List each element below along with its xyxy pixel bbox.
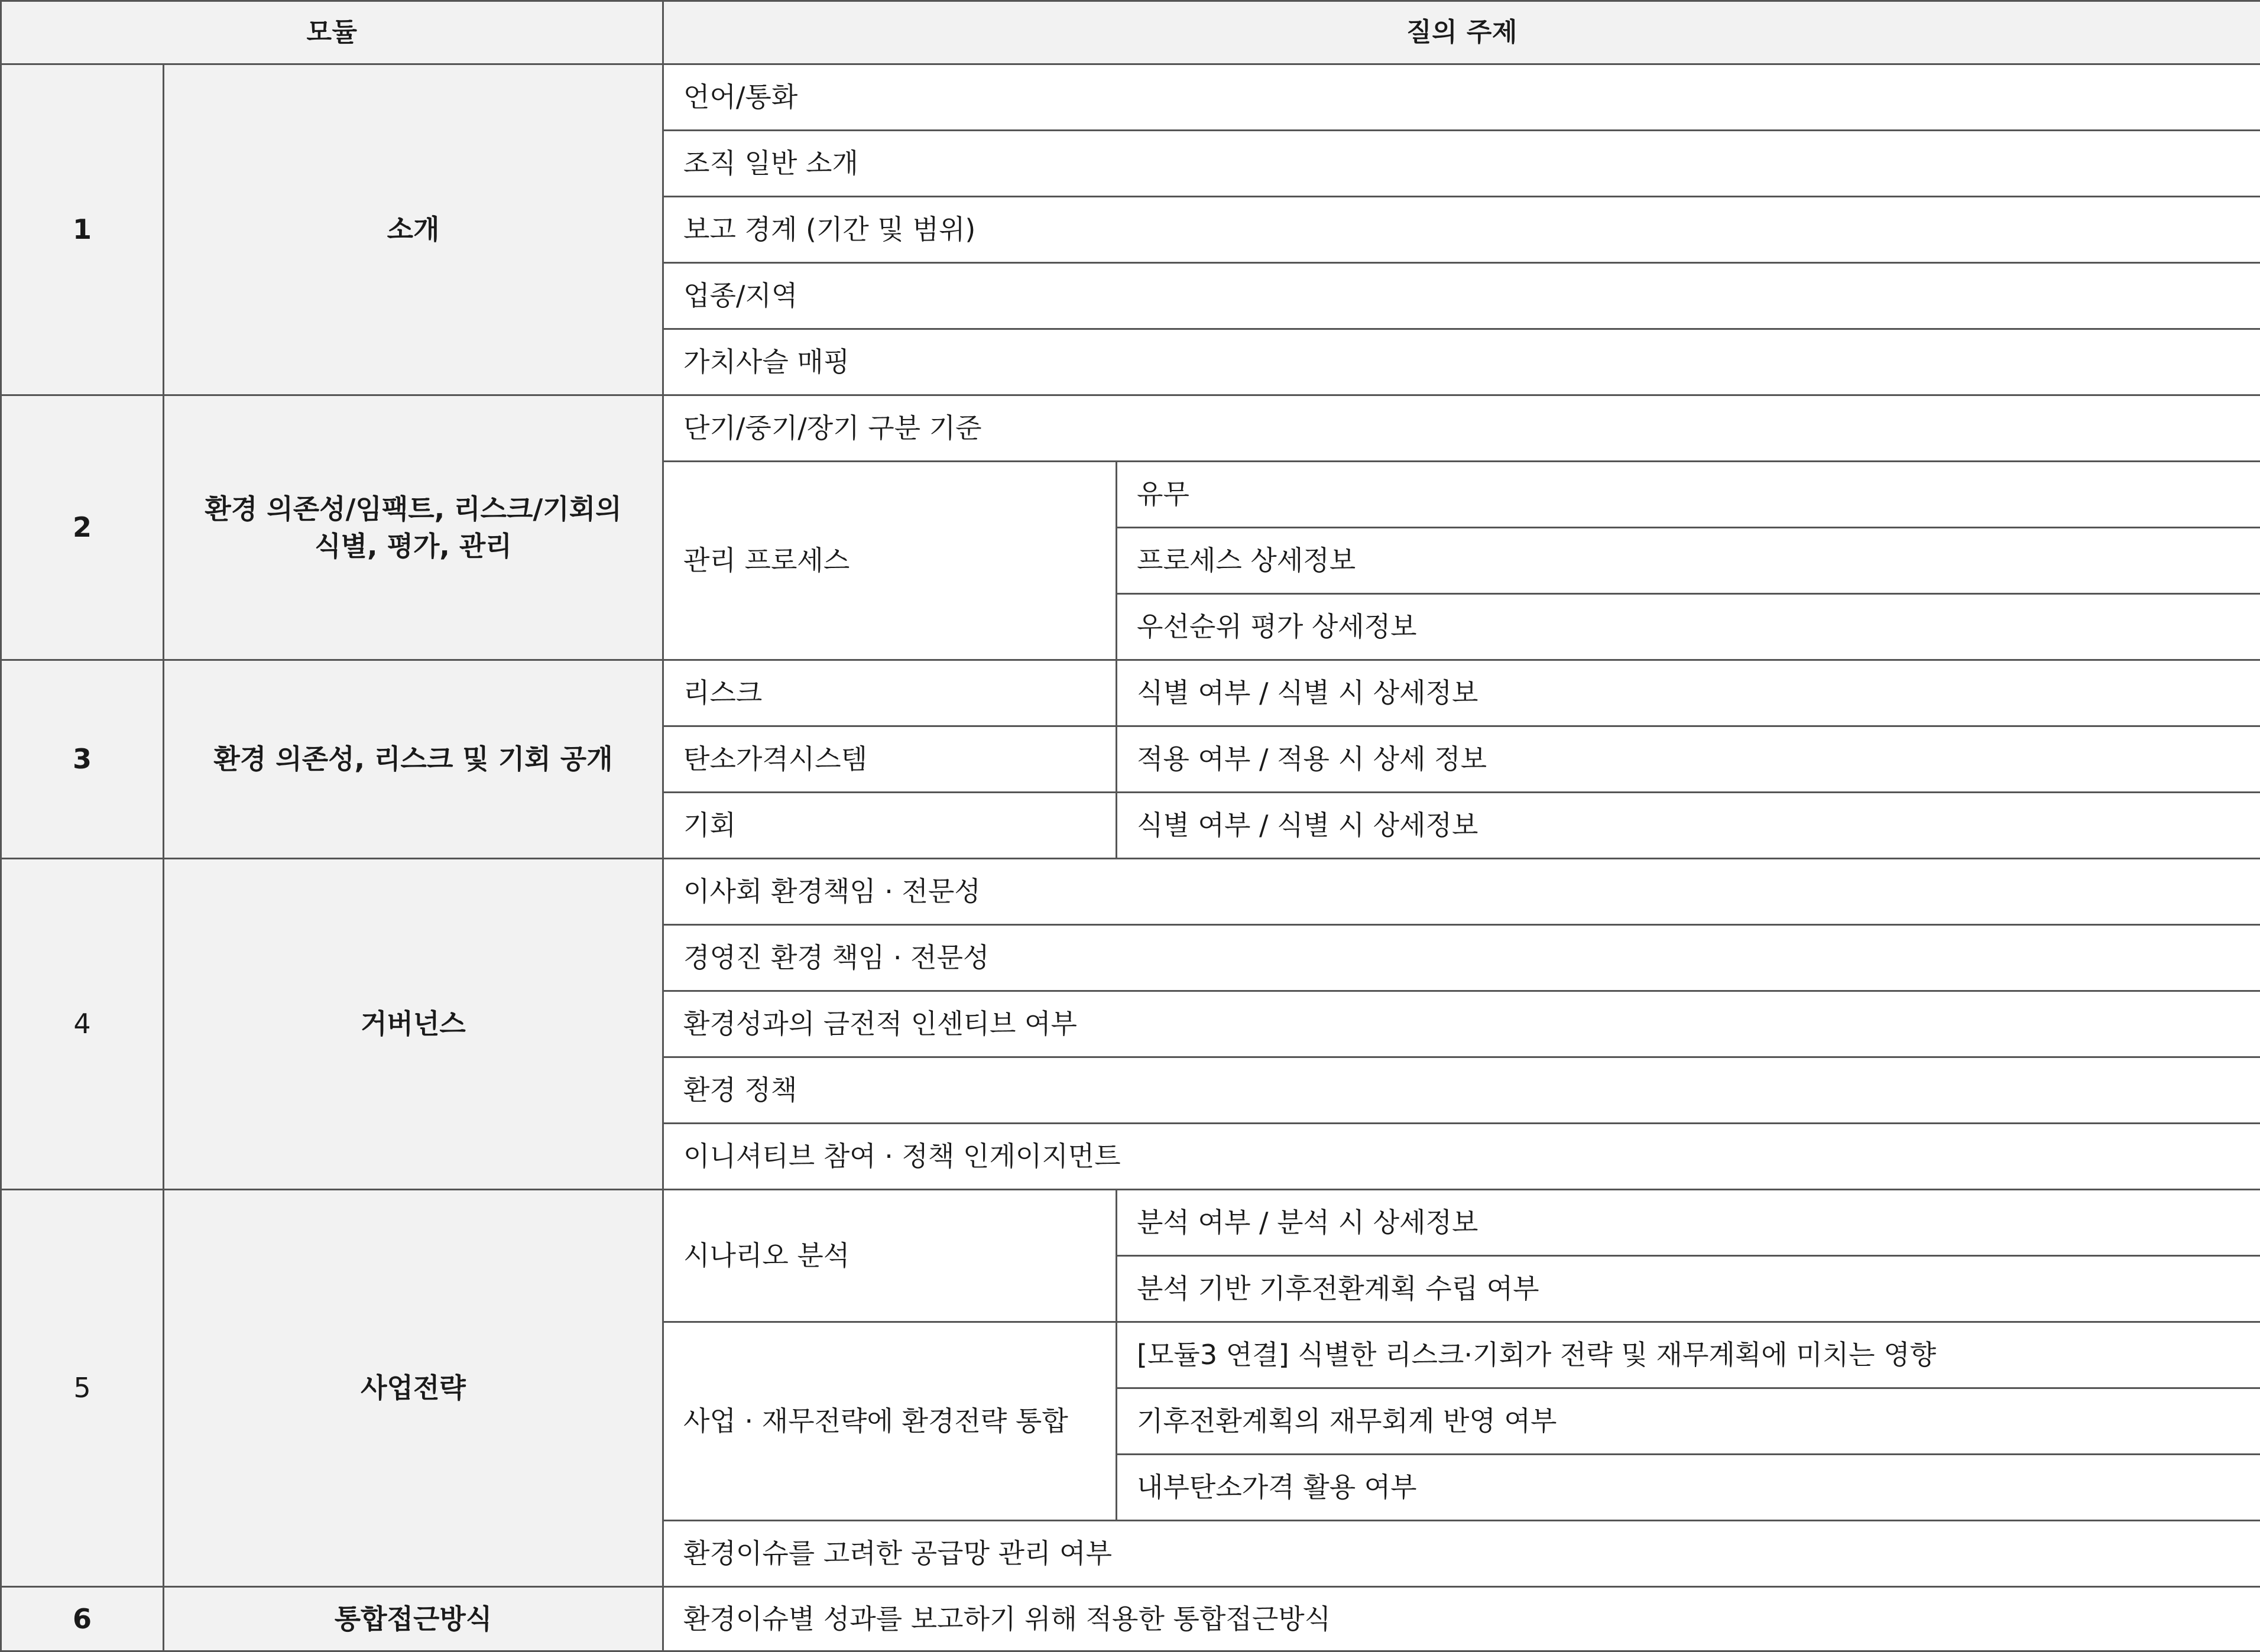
topic-cell: 환경 정책	[663, 1057, 2260, 1124]
topic-cell: 이사회 환경책임 · 전문성	[663, 859, 2260, 925]
sub-topic-label: 기회	[663, 793, 1117, 859]
sub-topic-detail: 유무	[1117, 462, 2260, 528]
table-row	[1, 1190, 2260, 1256]
module-name: 소개	[164, 64, 663, 395]
sub-topic-detail: [모듈3 연결] 식별한 리스크·기회가 전략 및 재무계획에 미치는 영향	[1117, 1322, 2260, 1388]
topic-cell: 환경성과의 금전적 인센티브 여부	[663, 991, 2260, 1057]
topic-cell: 언어/통화	[663, 64, 2260, 131]
topic-cell: 조직 일반 소개	[663, 131, 2260, 197]
sub-topic-detail: 식별 여부 / 식별 시 상세정보	[1117, 793, 2260, 859]
sub-topic-label: 시나리오 분석	[663, 1190, 1117, 1322]
header-module: 모듈	[1, 1, 663, 64]
topic-cell: 보고 경계 (기간 및 범위)	[663, 197, 2260, 263]
sub-topic-detail: 기후전환계획의 재무회계 반영 여부	[1117, 1388, 2260, 1455]
module-number: 5	[1, 1190, 164, 1587]
module-name	[164, 395, 663, 660]
sub-topic-label: 리스크	[663, 660, 1117, 726]
topic-cell: 가치사슬 매핑	[663, 329, 2260, 395]
module-name: 환경 의존성, 리스크 및 기회 공개	[164, 660, 663, 859]
table-row	[1, 660, 2260, 726]
topic-cell: 경영진 환경 책임 · 전문성	[663, 925, 2260, 991]
topic-cell: 이니셔티브 참여 · 정책 인게이지먼트	[663, 1124, 2260, 1190]
topic-cell: 단기/중기/장기 구분 기준	[663, 395, 2260, 462]
module-number: 3	[1, 660, 164, 859]
topic-cell: 환경이슈별 성과를 보고하기 위해 적용한 통합접근방식	[663, 1587, 2260, 1651]
module-name-line1: 환경 의존성/임팩트, 리스크/기회의	[164, 491, 662, 527]
sub-topic-label: 사업 · 재무전략에 환경전략 통합	[663, 1322, 1117, 1521]
sub-topic-label: 관리 프로세스	[663, 462, 1117, 660]
table-row	[1, 859, 2260, 925]
module-number: 6	[1, 1587, 164, 1651]
table-row	[1, 395, 2260, 462]
table-header-row	[1, 1, 2260, 64]
topic-cell: 환경이슈를 고려한 공급망 관리 여부	[663, 1521, 2260, 1587]
table-row	[1, 64, 2260, 131]
sub-topic-detail: 적용 여부 / 적용 시 상세 정보	[1117, 726, 2260, 793]
sub-topic-detail: 프로세스 상세정보	[1117, 528, 2260, 594]
header-topic: 질의 주제	[663, 1, 2260, 64]
sub-topic-detail: 우선순위 평가 상세정보	[1117, 594, 2260, 660]
sub-topic-detail: 내부탄소가격 활용 여부	[1117, 1455, 2260, 1521]
sub-topic-detail: 식별 여부 / 식별 시 상세정보	[1117, 660, 2260, 726]
module-number: 2	[1, 395, 164, 660]
sub-topic-detail: 분석 여부 / 분석 시 상세정보	[1117, 1190, 2260, 1256]
sub-topic-detail: 분석 기반 기후전환계획 수립 여부	[1117, 1256, 2260, 1322]
module-name: 통합접근방식	[164, 1587, 663, 1651]
topic-cell: 업종/지역	[663, 263, 2260, 329]
module-name-line2: 식별, 평가, 관리	[164, 528, 662, 564]
sub-topic-label: 탄소가격시스템	[663, 726, 1117, 793]
module-name: 사업전략	[164, 1190, 663, 1587]
module-number: 1	[1, 64, 164, 395]
module-number: 4	[1, 859, 164, 1190]
table-row	[1, 1587, 2260, 1651]
module-name: 거버넌스	[164, 859, 663, 1190]
